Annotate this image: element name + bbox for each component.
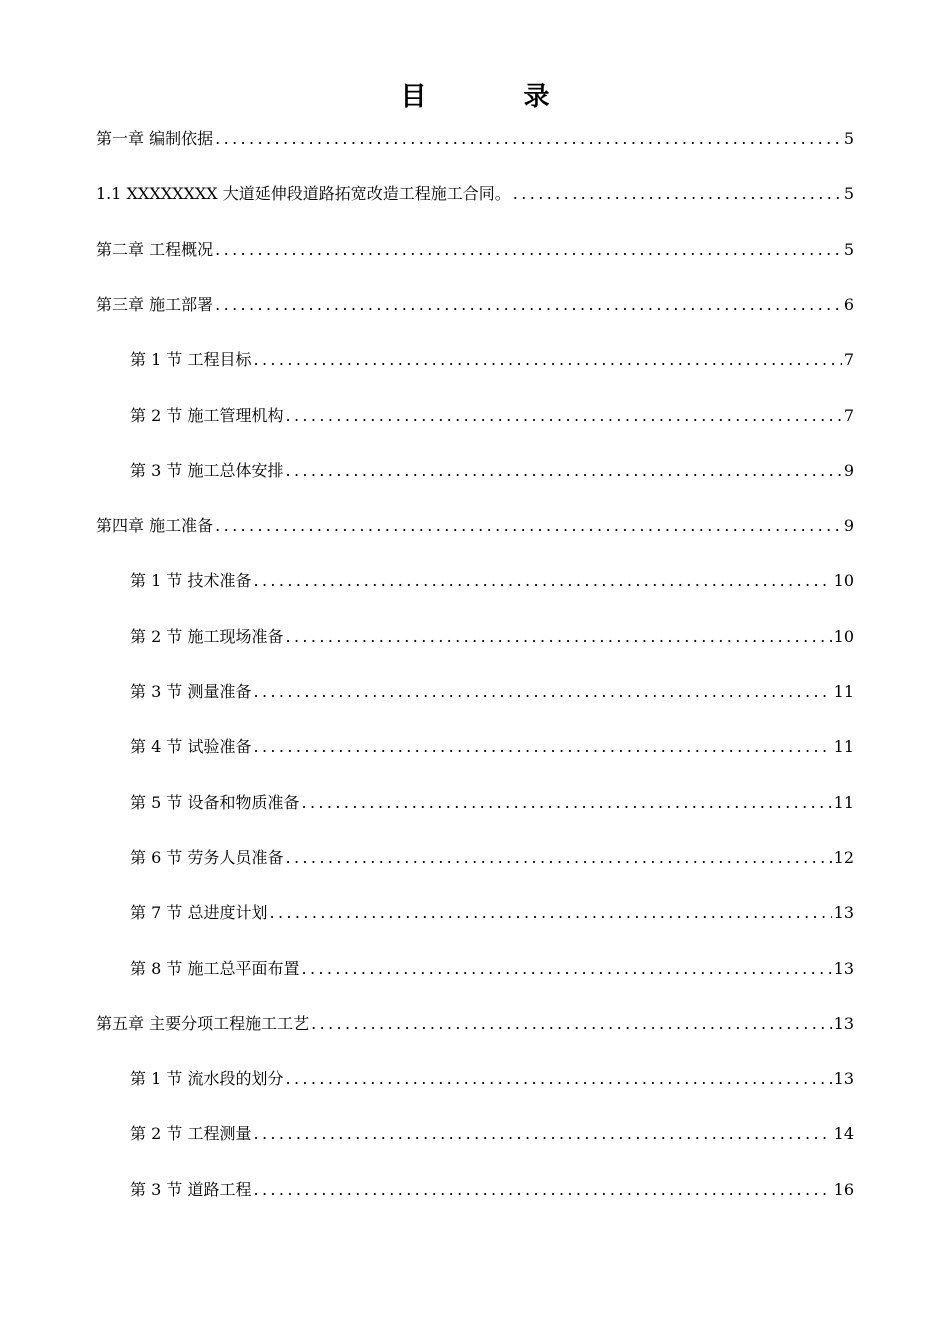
toc-entry[interactable]: [96, 181, 854, 205]
toc-entry-label: 第 6 节 劳务人员准备: [130, 848, 284, 867]
toc-dot-leader: [513, 183, 842, 205]
toc-page-number: 13: [833, 959, 854, 978]
toc-entry[interactable]: [130, 790, 854, 814]
toc-entry[interactable]: [130, 1177, 854, 1201]
toc-entry[interactable]: [130, 1121, 854, 1145]
toc-page-number: 5: [843, 184, 854, 203]
toc-page-number: 11: [833, 682, 854, 701]
toc-entry-label: 第 4 节 试验准备: [130, 737, 252, 756]
toc-entry[interactable]: [130, 956, 854, 980]
toc-page-number: 5: [843, 129, 854, 148]
toc-dot-leader: [301, 792, 831, 814]
toc-dot-leader: [269, 902, 831, 924]
toc-page-number: 11: [833, 737, 854, 756]
toc-dot-leader: [253, 570, 831, 592]
toc-dot-leader: [215, 128, 842, 150]
toc-page-number: 6: [843, 295, 854, 314]
toc-page-number: 11: [833, 793, 854, 812]
toc-page-number: 7: [843, 406, 854, 425]
toc-dot-leader: [285, 626, 831, 648]
toc-entry-label: 1.1 XXXXXXXX 大道延伸段道路拓宽改造工程施工合同。: [96, 184, 511, 203]
toc-entry[interactable]: [130, 1066, 854, 1090]
toc-entry[interactable]: [96, 513, 854, 537]
page-title: 目 录: [400, 82, 594, 112]
toc-page-number: 13: [833, 903, 854, 922]
toc-entry[interactable]: [130, 624, 854, 648]
toc-dot-leader: [253, 349, 841, 371]
toc-dot-leader: [253, 1179, 831, 1201]
toc-entry-label: 第一章 编制依据: [96, 129, 214, 148]
toc-dot-leader: [301, 958, 831, 980]
toc-page-number: 10: [833, 571, 854, 590]
toc-dot-leader: [215, 515, 842, 537]
toc-entry[interactable]: [130, 900, 854, 924]
toc-entry-label: 第 2 节 施工现场准备: [130, 627, 284, 646]
toc-entry[interactable]: [130, 845, 854, 869]
toc-page-number: 16: [833, 1180, 854, 1199]
toc-dot-leader: [311, 1013, 832, 1035]
toc-dot-leader: [285, 460, 841, 482]
toc-entry[interactable]: [96, 126, 854, 150]
toc-entry-label: 第 3 节 道路工程: [130, 1180, 252, 1199]
toc-entry-label: 第 1 节 工程目标: [130, 350, 252, 369]
toc-entry-label: 第 3 节 施工总体安排: [130, 461, 284, 480]
toc-entry-label: 第三章 施工部署: [96, 295, 214, 314]
toc-entry-label: 第 1 节 技术准备: [130, 571, 252, 590]
toc-page-number: 9: [843, 461, 854, 480]
toc-page-number: 10: [833, 627, 854, 646]
toc-dot-leader: [253, 681, 831, 703]
toc-entry-label: 第 2 节 施工管理机构: [130, 406, 284, 425]
toc-dot-leader: [285, 405, 841, 427]
toc-page-number: 14: [833, 1124, 854, 1143]
toc-page-number: 7: [843, 350, 854, 369]
toc-entry[interactable]: [130, 347, 854, 371]
toc-entry-label: 第 5 节 设备和物质准备: [130, 793, 300, 812]
toc-page-number: 13: [833, 1069, 854, 1088]
toc-entry[interactable]: [96, 1011, 854, 1035]
toc-entry[interactable]: [130, 458, 854, 482]
toc-entry[interactable]: [130, 734, 854, 758]
toc-entry[interactable]: [130, 403, 854, 427]
toc-entry[interactable]: [130, 679, 854, 703]
toc-entry-label: 第 2 节 工程测量: [130, 1124, 252, 1143]
toc-page-number: 9: [843, 516, 854, 535]
toc-entry-label: 第 1 节 流水段的划分: [130, 1069, 284, 1088]
toc-entry[interactable]: [96, 237, 854, 261]
toc-entry-label: 第二章 工程概况: [96, 240, 214, 259]
toc-dot-leader: [215, 239, 842, 261]
toc-entry[interactable]: [96, 292, 854, 316]
toc-dot-leader: [253, 1123, 831, 1145]
toc-dot-leader: [253, 736, 831, 758]
toc-entry-label: 第四章 施工准备: [96, 516, 214, 535]
toc-dot-leader: [285, 1068, 831, 1090]
toc-entry[interactable]: [130, 568, 854, 592]
toc-dot-leader: [215, 294, 842, 316]
toc-page-number: 5: [843, 240, 854, 259]
toc-dot-leader: [285, 847, 831, 869]
toc-page-number: 12: [833, 848, 854, 867]
toc-entry-label: 第 8 节 施工总平面布置: [130, 959, 300, 978]
toc-entry-label: 第五章 主要分项工程施工工艺: [96, 1014, 310, 1033]
toc-page-number: 13: [833, 1014, 854, 1033]
toc-entry-label: 第 3 节 测量准备: [130, 682, 252, 701]
toc-entry-label: 第 7 节 总进度计划: [130, 903, 268, 922]
